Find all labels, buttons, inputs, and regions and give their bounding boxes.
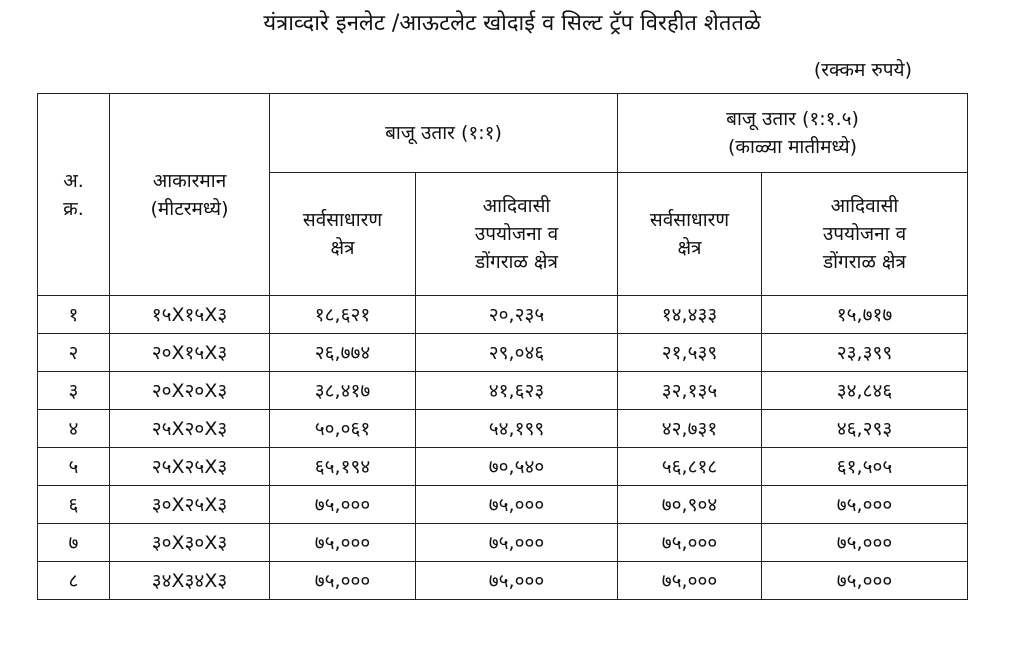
cell-serial: ३	[38, 372, 110, 410]
cell-general-1-1-5: १४,४३३	[618, 296, 762, 334]
cell-tribal-1-1-5: २३,३९९	[762, 334, 968, 372]
cell-general-1-1: ७५,०००	[270, 562, 416, 600]
header-size	[110, 94, 270, 296]
cell-tribal-1-1-5: ३४,८४६	[762, 372, 968, 410]
table-row	[38, 562, 968, 600]
header-size-line: (मीटरमध्ये)	[150, 197, 229, 220]
cell-size: २५X२०X३	[110, 410, 270, 448]
cell-general-1-1-5: ५६,८१८	[618, 448, 762, 486]
table-row	[38, 448, 968, 486]
header-size-line: आकारमान	[152, 169, 227, 192]
table-row	[38, 372, 968, 410]
header-tribal-line: डोंगराळ क्षेत्र	[474, 251, 559, 273]
header-general-line: क्षेत्र	[677, 237, 702, 259]
cell-serial: १	[38, 296, 110, 334]
header-slope-1-1-5	[618, 94, 968, 173]
cell-size: ३०X३०X३	[110, 524, 270, 562]
cell-general-1-1: ३८,४१७	[270, 372, 416, 410]
header-tribal-line: डोंगराळ क्षेत्र	[822, 251, 907, 273]
cell-general-1-1-5: ४२,७३१	[618, 410, 762, 448]
header-slope-1-1-5-line: बाजू उतार (१:१.५)	[726, 108, 859, 130]
cell-serial: ४	[38, 410, 110, 448]
cell-general-1-1-5: ७५,०००	[618, 524, 762, 562]
header-tribal-line: आदिवासी	[482, 195, 551, 217]
header-tribal-line: आदिवासी	[830, 195, 899, 217]
cell-tribal-1-1-5: ४६,२९३	[762, 410, 968, 448]
table-row	[38, 486, 968, 524]
header-slope-1-1	[270, 94, 618, 173]
cell-tribal-1-1: २९,०४६	[416, 334, 618, 372]
cell-tribal-1-1: २०,२३५	[416, 296, 618, 334]
cell-tribal-1-1: ७०,५४०	[416, 448, 618, 486]
cell-size: २५X२५X३	[110, 448, 270, 486]
cell-general-1-1-5: ७५,०००	[618, 562, 762, 600]
rates-table	[37, 93, 968, 600]
header-tribal-line: उपयोजना व	[822, 223, 907, 245]
cell-size: ३४X३४X३	[110, 562, 270, 600]
cell-serial: ५	[38, 448, 110, 486]
cell-tribal-1-1-5: ७५,०००	[762, 486, 968, 524]
cell-serial: ७	[38, 524, 110, 562]
cell-tribal-1-1: ७५,०००	[416, 486, 618, 524]
cell-size: २०X१५X३	[110, 334, 270, 372]
cell-size: २०X२०X३	[110, 372, 270, 410]
cell-general-1-1-5: ३२,१३५	[618, 372, 762, 410]
header-tribal-line: उपयोजना व	[474, 223, 559, 245]
header-general-line: क्षेत्र	[330, 237, 355, 259]
cell-tribal-1-1-5: ७५,०००	[762, 524, 968, 562]
cell-tribal-1-1-5: ७५,०००	[762, 562, 968, 600]
header-serial-line: क्र.	[63, 197, 84, 220]
cell-tribal-1-1: ४१,६२३	[416, 372, 618, 410]
header-general-area	[618, 173, 762, 296]
cell-size: १५X१५X३	[110, 296, 270, 334]
cell-serial: ६	[38, 486, 110, 524]
table-row	[38, 410, 968, 448]
header-slope-1-1-5-line: (काळ्या मातीमध्ये)	[727, 136, 858, 158]
cell-general-1-1: ७५,०००	[270, 524, 416, 562]
cell-general-1-1: ५०,०६१	[270, 410, 416, 448]
cell-general-1-1: ७५,०००	[270, 486, 416, 524]
header-slope-1-1-line: बाजू उतार (१:१)	[385, 122, 502, 144]
cell-general-1-1-5: २१,५३९	[618, 334, 762, 372]
cell-serial: ८	[38, 562, 110, 600]
cell-general-1-1-5: ७०,९०४	[618, 486, 762, 524]
header-general-line: सर्वसाधारण	[649, 209, 730, 231]
unit-label: (रक्कम रुपये)	[813, 59, 912, 81]
cell-tribal-1-1: ७५,०००	[416, 562, 618, 600]
cell-size: ३०X२५X३	[110, 486, 270, 524]
cell-tribal-1-1: ७५,०००	[416, 524, 618, 562]
table-row	[38, 334, 968, 372]
cell-tribal-1-1-5: १५,७१७	[762, 296, 968, 334]
cell-general-1-1: १८,६२१	[270, 296, 416, 334]
header-serial	[38, 94, 110, 296]
cell-tribal-1-1-5: ६१,५०५	[762, 448, 968, 486]
cell-general-1-1: ६५,१९४	[270, 448, 416, 486]
header-serial-line: अ.	[63, 169, 84, 192]
header-tribal-area	[762, 173, 968, 296]
page-title: यंत्राव्दारे इनलेट /आऊटलेट खोदाई व सिल्ट ट्रॅप विरहीत शेततळे	[263, 11, 761, 36]
table-row	[38, 524, 968, 562]
header-general-line: सर्वसाधारण	[302, 209, 383, 231]
header-general-area	[270, 173, 416, 296]
header-tribal-area	[416, 173, 618, 296]
cell-general-1-1: २६,७७४	[270, 334, 416, 372]
cell-serial: २	[38, 334, 110, 372]
cell-tribal-1-1: ५४,१९९	[416, 410, 618, 448]
table-row	[38, 296, 968, 334]
